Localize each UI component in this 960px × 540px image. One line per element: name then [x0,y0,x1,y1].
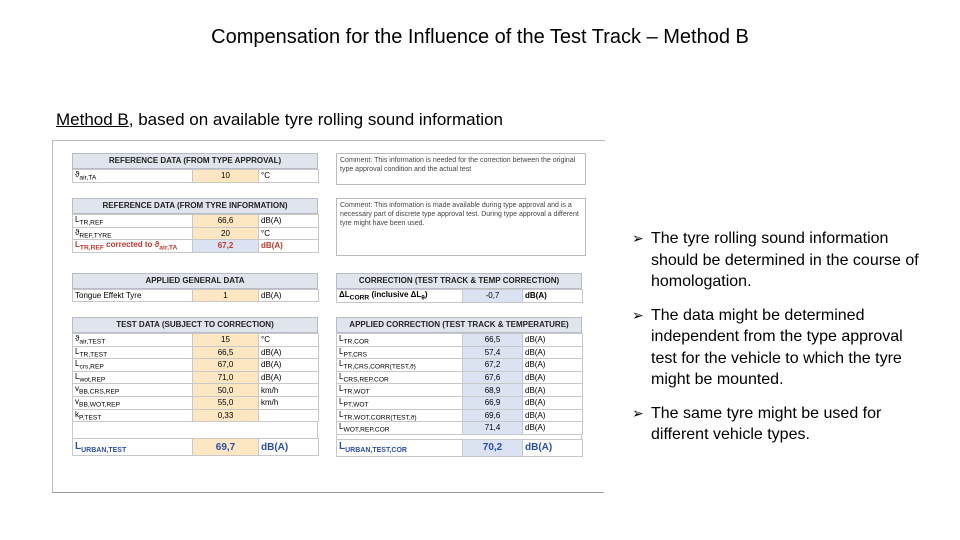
row-label: $L_{crs,REP}$ [73,359,193,372]
panel-header: CORRECTION (TEST TRACK & TEMP CORRECTION) [336,273,582,289]
panel-applied-correction [336,317,582,457]
table-row [73,170,319,183]
row-value: 67,2 [463,359,523,372]
row-value: 1 [193,290,259,302]
row-label: $L_{wot,REP}$ [73,371,193,384]
bullet-item [632,403,932,446]
row-label: $ϑ_{air,TEST}$ [73,334,193,347]
table-row [73,290,319,302]
subtitle-method: Method B [56,110,129,129]
bullet-text: The same tyre might be used for different vehicle types. [651,404,882,443]
table-row [337,371,583,384]
row-unit [259,409,319,422]
table-row [73,240,319,253]
result-row [337,439,583,456]
row-label: $L_{TR,CRS,CORR(TEST,ϑ)}$ [337,359,463,372]
row-unit: dB(A) [259,346,319,359]
result-unit: dB(A) [259,439,319,456]
row-label: $\Delta L_{CORR}$ (inclusive $\Delta L_\theta$) [337,290,463,303]
panel-ref-tyre-info [72,198,318,253]
row-label: $v_{BB,WOT,REP}$ [73,396,193,409]
row-value: 71,0 [193,371,259,384]
table-row [337,346,583,359]
row-value: 66,5 [193,346,259,359]
panel-header: REFERENCE DATA (FROM TYPE APPROVAL) [72,153,318,169]
row-unit: dB(A) [523,371,583,384]
table-row [73,215,319,228]
panel-table [72,169,319,183]
table-row [73,384,319,397]
row-label: Tongue Effekt Tyre [73,290,193,302]
row-unit: dB(A) [259,290,319,302]
result-table [72,438,319,456]
result-row [73,439,319,456]
row-label: $L_{TR,REF}$ [73,215,193,228]
panel-header: APPLIED CORRECTION (TEST TRACK & TEMPERATURE) [336,317,582,333]
result-value: 70,2 [463,439,523,456]
panel-applied-general [72,273,318,302]
row-label: $k_{P,TEST}$ [73,409,193,422]
bullet-item [632,305,932,391]
row-label: $L_{TR,COR}$ [337,334,463,347]
table-row [337,422,583,435]
row-label: $L_{WOT,REP,COR}$ [337,422,463,435]
result-table [336,439,583,457]
slide-title: Compensation for the Influence of the Test Track – Method B [211,26,749,48]
spacer [72,422,318,438]
table-row [337,396,583,409]
row-unit: °C [259,227,319,240]
table-row [73,346,319,359]
bullet-text: The data might be determined independent from the type approval test for the vehicle to which the tyre might be mounted. [651,306,903,388]
panel-ref-type-approval [72,153,318,183]
row-value: 50,0 [193,384,259,397]
row-label: $L_{TR,REF}$ corrected to $ϑ_{air,TA}$ [73,240,193,253]
bullet-text: The tyre rolling sound information should be determined in the course of homologation. [651,230,919,290]
result-label: $L_{URBAN,TEST}$ [73,439,193,456]
panel-header: TEST DATA (SUBJECT TO CORRECTION) [72,317,318,333]
bullet-list [632,228,932,458]
table-row [337,290,583,303]
subtitle-rest: , based on available tyre rolling sound information [128,110,503,129]
row-unit: dB(A) [523,346,583,359]
row-unit: dB(A) [523,384,583,397]
row-value: 67,0 [193,359,259,372]
panel-table [336,289,583,303]
row-label: $L_{TR,WOT}$ [337,384,463,397]
table-row [337,334,583,347]
row-value: 71,4 [463,422,523,435]
row-label: $L_{PT,WOT}$ [337,396,463,409]
panel-table [72,289,319,302]
table-row [73,409,319,422]
row-label: $L_{TR,WOT,CORR(TEST,ϑ)}$ [337,409,463,422]
slide-subtitle [56,110,503,130]
comment-tyre-info: Comment: This information is made available during type approval and is a necessary part of discrete type approval test. During type approval a different tyre might have been used. [336,198,586,256]
panel-test-data [72,317,318,456]
table-row [73,359,319,372]
row-unit: dB(A) [523,422,583,435]
row-label: $L_{PT,CRS}$ [337,346,463,359]
row-value: 67,2 [193,240,259,253]
row-value: 0,33 [193,409,259,422]
row-label: $L_{CRS,REP,COR}$ [337,371,463,384]
row-unit: °C [259,170,319,183]
row-value: 67,6 [463,371,523,384]
panel-header: APPLIED GENERAL DATA [72,273,318,289]
table-row [73,396,319,409]
table-row [337,384,583,397]
table-row [337,359,583,372]
row-unit: dB(A) [523,334,583,347]
screenshot-divider [52,492,604,493]
row-value: 20 [193,227,259,240]
result-label: $L_{URBAN,TEST,COR}$ [337,439,463,456]
comment-type-approval: Comment: This information is needed for the correction between the original type approval condition and the actual test [336,153,586,185]
row-value: 66,6 [193,215,259,228]
panel-header: REFERENCE DATA (FROM TYRE INFORMATION) [72,198,318,214]
panel-table [336,333,583,435]
row-unit: dB(A) [523,290,583,303]
row-unit: dB(A) [523,409,583,422]
row-unit: dB(A) [259,359,319,372]
arrow-bullet-icon: ➢ [632,306,644,323]
row-unit: dB(A) [259,371,319,384]
row-unit: km/h [259,384,319,397]
row-value: -0,7 [463,290,523,303]
panel-correction-track [336,273,582,303]
row-unit: °C [259,334,319,347]
row-unit: dB(A) [523,396,583,409]
table-row [73,227,319,240]
row-unit: dB(A) [259,240,319,253]
panel-table [72,333,319,422]
arrow-bullet-icon: ➢ [632,404,644,421]
table-row [73,371,319,384]
result-value: 69,7 [193,439,259,456]
bullet-item [632,228,932,293]
row-unit: dB(A) [259,215,319,228]
arrow-bullet-icon: ➢ [632,230,644,246]
row-label: $L_{TR,TEST}$ [73,346,193,359]
panel-table [72,214,319,253]
row-label: $v_{BB,CRS,REP}$ [73,384,193,397]
row-unit: km/h [259,396,319,409]
row-value: 66,5 [463,334,523,347]
row-value: 68,9 [463,384,523,397]
row-value: 69,6 [463,409,523,422]
table-row [73,334,319,347]
row-value: 15 [193,334,259,347]
row-label: $ϑ_{air,TA}$ [73,170,193,183]
table-row [337,409,583,422]
row-value: 66,9 [463,396,523,409]
row-value: 10 [193,170,259,183]
row-label: $ϑ_{REF,TYRE}$ [73,227,193,240]
row-value: 57,4 [463,346,523,359]
row-unit: dB(A) [523,359,583,372]
row-value: 55,0 [193,396,259,409]
result-unit: dB(A) [523,439,583,456]
